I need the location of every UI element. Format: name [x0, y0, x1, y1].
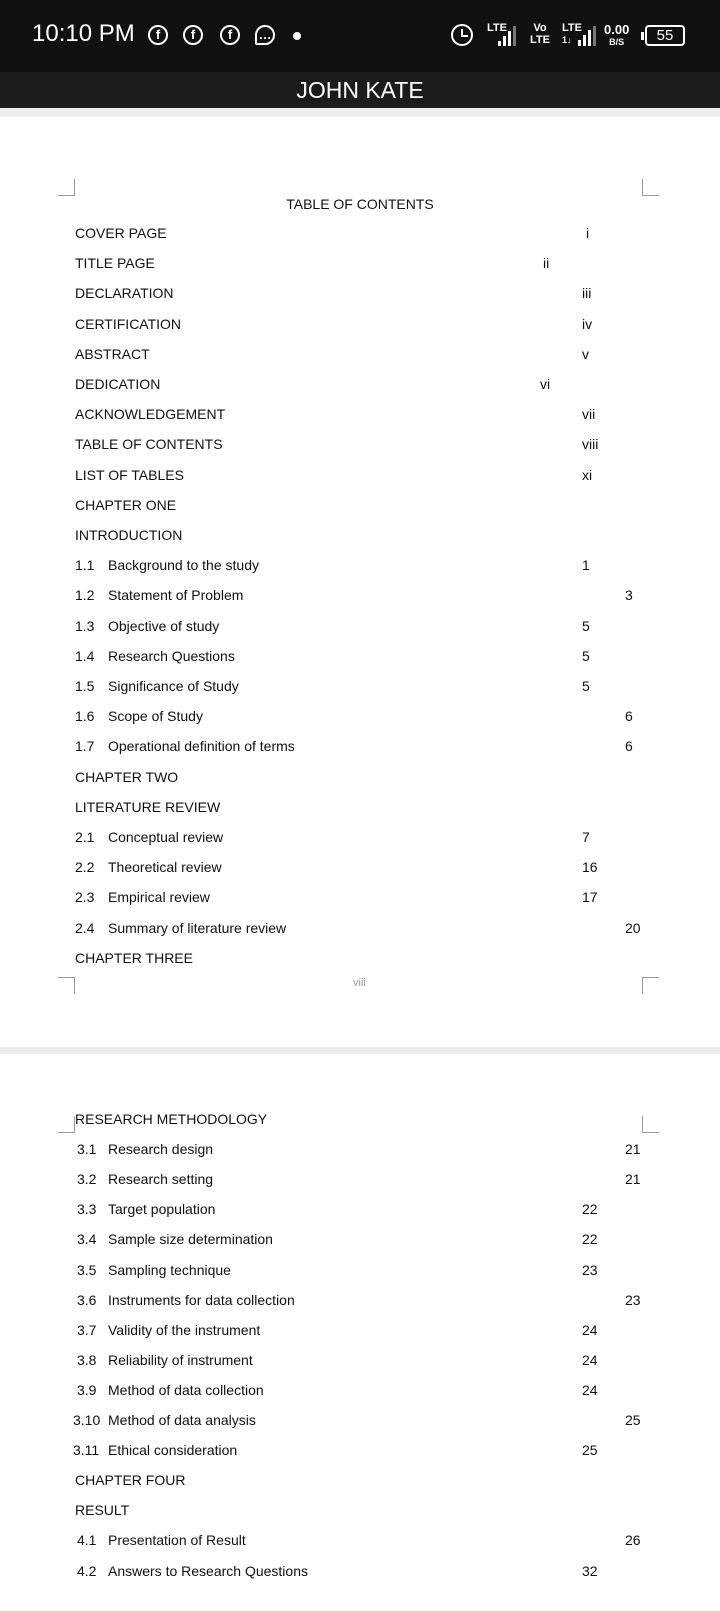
toc-entry[interactable]: [0, 346, 720, 366]
toc-entry-number: 1.1: [75, 557, 95, 574]
toc-entry-label: Method of data analysis: [108, 1412, 256, 1428]
toc-entry-page-number: 1: [582, 557, 590, 574]
document-title-bar: [0, 72, 720, 108]
toc-entry[interactable]: [0, 950, 720, 970]
toc-entry-number: 2.1: [75, 829, 95, 845]
toc-entry[interactable]: [0, 1322, 720, 1342]
network-label-1: LTE: [487, 22, 507, 34]
status-time: 10:10 PM: [32, 20, 135, 47]
toc-entry-page-number: ii: [543, 255, 550, 272]
toc-entry-number: 3.8: [77, 1351, 97, 1368]
toc-entry[interactable]: [0, 1472, 720, 1492]
toc-entry-page-number: 20: [625, 919, 641, 936]
status-bar: [0, 0, 720, 72]
toc-entry[interactable]: [0, 1171, 720, 1191]
toc-entry-label: Background to the study: [108, 557, 259, 574]
toc-entry[interactable]: [0, 1231, 720, 1251]
toc-entry-label: Summary of literature review: [108, 919, 287, 936]
toc-entry[interactable]: [0, 527, 720, 547]
more-notifications-dot-icon: [293, 32, 301, 40]
toc-entry-label: Scope of Study: [108, 708, 203, 725]
toc-entry[interactable]: [0, 1412, 720, 1432]
toc-entry-page-number: vi: [540, 376, 551, 392]
toc-entry-number: 2.4: [75, 919, 95, 936]
toc-entry-page-number: 25: [582, 1442, 598, 1459]
toc-entry-page-number: i: [586, 225, 590, 241]
facebook-icon: f: [220, 25, 240, 45]
toc-entry-label: LIST OF TABLES: [75, 466, 184, 483]
toc-entry-label: Objective of study: [108, 617, 220, 634]
toc-entry-page-number: 24: [582, 1381, 598, 1398]
toc-entry-label: Presentation of Result: [108, 1532, 246, 1549]
toc-entry-page-number: 6: [625, 708, 633, 725]
toc-entry-page-number: 5: [582, 647, 590, 664]
toc-entry[interactable]: [0, 1111, 720, 1131]
toc-entry-label: CHAPTER ONE: [75, 496, 177, 513]
messenger-icon: …: [255, 25, 275, 45]
page-corner-mark: [58, 977, 75, 994]
toc-entry-label: TITLE PAGE: [75, 255, 155, 272]
toc-entry[interactable]: [0, 1442, 720, 1462]
toc-entry-label: Sample size determination: [108, 1231, 273, 1248]
network-label-3-top: LTE: [562, 22, 582, 34]
toc-entry-page-number: 3: [625, 587, 633, 604]
facebook-icon: f: [183, 25, 203, 45]
toc-entry-number: 4.2: [77, 1562, 97, 1579]
document-page-1[interactable]: [0, 117, 720, 1047]
toc-entry-page-number: 24: [582, 1351, 598, 1368]
network-speed-value: 0.00: [604, 22, 630, 37]
toc-entry-number: 3.11: [73, 1442, 100, 1459]
page-corner-mark: [58, 179, 75, 196]
signal-bars-icon: [578, 24, 600, 46]
toc-entry[interactable]: [0, 648, 720, 668]
toc-entry[interactable]: [0, 376, 720, 396]
page-corner-mark: [642, 977, 659, 994]
toc-entry-label: Significance of Study: [108, 678, 239, 694]
toc-entry-label: RESULT: [75, 1502, 130, 1519]
toc-entry-page-number: 5: [582, 617, 590, 634]
toc-entry[interactable]: [0, 738, 720, 758]
toc-entry-label: CERTIFICATION: [75, 315, 182, 332]
toc-entry[interactable]: [0, 436, 720, 456]
toc-entry[interactable]: [0, 406, 720, 426]
toc-entry[interactable]: [0, 255, 720, 275]
toc-entry-label: Sampling technique: [108, 1261, 231, 1278]
toc-entry[interactable]: [0, 1563, 720, 1583]
toc-entry[interactable]: [0, 1502, 720, 1522]
toc-entry[interactable]: [0, 920, 720, 940]
toc-entry[interactable]: [0, 769, 720, 789]
toc-entry-page-number: 21: [625, 1171, 641, 1188]
toc-entry-label: Theoretical review: [108, 859, 222, 876]
toc-entry-label: Answers to Research Questions: [108, 1562, 308, 1579]
volte-bottom: LTE: [530, 34, 550, 46]
toc-entry-number: 1.3: [75, 617, 95, 634]
toc-entry-label: COVER PAGE: [75, 225, 167, 241]
network-speed-unit: B/S: [609, 37, 625, 47]
toc-entry[interactable]: [0, 497, 720, 517]
toc-entry-label: ACKNOWLEDGEMENT: [75, 406, 226, 423]
network-label-3-sub: 1↓: [562, 35, 572, 45]
toc-entry-label: Conceptual review: [108, 829, 224, 845]
toc-entry-label: Research setting: [108, 1171, 214, 1188]
toc-entry-label: DECLARATION: [75, 285, 174, 302]
toc-entry-page-number: iv: [582, 315, 593, 332]
toc-entry-page-number: xi: [582, 466, 593, 483]
toc-entry-label: Instruments for data collection: [108, 1291, 295, 1308]
toc-entry-page-number: viii: [582, 436, 599, 453]
toc-entry[interactable]: [0, 467, 720, 487]
toc-entry-label: CHAPTER TWO: [75, 768, 179, 785]
toc-entry-number: 1.5: [75, 678, 95, 694]
toc-entry-page-number: 25: [625, 1412, 641, 1428]
toc-entry-page-number: 22: [582, 1201, 598, 1218]
toc-entry-page-number: 23: [582, 1261, 598, 1278]
toc-entry[interactable]: [0, 1201, 720, 1221]
toc-entry-label: Empirical review: [108, 889, 210, 906]
toc-entry-number: 3.1: [77, 1141, 97, 1158]
toc-entry-number: 3.2: [77, 1171, 97, 1188]
toc-entry-label: Reliability of instrument: [108, 1351, 253, 1368]
alarm-icon: [451, 24, 473, 46]
toc-entry-page-number: 5: [582, 678, 590, 694]
toc-entry-page-number: 21: [625, 1141, 641, 1158]
toc-entry-label: Research design: [108, 1141, 214, 1158]
volte-top: Vo: [533, 22, 547, 34]
toc-entry-label: CHAPTER THREE: [75, 949, 193, 966]
toc-entry-label: DEDICATION: [75, 376, 161, 392]
document-page-2[interactable]: [0, 1054, 720, 1611]
toc-entry-label: Target population: [108, 1201, 216, 1218]
document-title: JOHN KATE: [296, 77, 424, 103]
toc-entry-number: 3.7: [77, 1321, 97, 1338]
toc-entry-number: 3.3: [77, 1201, 97, 1218]
toc-entry-page-number: 24: [582, 1321, 598, 1338]
toc-entry-page-number: 26: [625, 1532, 641, 1549]
toc-entry-number: 1.2: [75, 587, 95, 604]
battery-level: 55: [656, 27, 674, 44]
toc-entry[interactable]: [0, 225, 720, 245]
toc-entry[interactable]: [0, 618, 720, 638]
toc-entry[interactable]: [0, 889, 720, 909]
toc-entry[interactable]: [0, 708, 720, 728]
toc-entry-label: INTRODUCTION: [75, 527, 183, 543]
toc-entry[interactable]: [0, 1382, 720, 1402]
toc-entry[interactable]: [0, 1141, 720, 1161]
toc-entry[interactable]: [0, 316, 720, 336]
toc-entry-label: Ethical consideration: [108, 1442, 238, 1459]
toc-entry-number: 1.4: [75, 647, 95, 664]
toc-entry-page-number: 32: [582, 1562, 598, 1579]
page-corner-mark: [642, 179, 659, 196]
toc-entry[interactable]: [0, 799, 720, 819]
toc-entry[interactable]: [0, 1262, 720, 1282]
volte-indicator: [530, 22, 550, 46]
toc-entry-page-number: 6: [625, 738, 633, 755]
toc-entry-label: Validity of the instrument: [108, 1321, 261, 1338]
toc-entry[interactable]: [0, 678, 720, 698]
toc-entry-number: 3.9: [77, 1381, 97, 1398]
toc-entry-label: Method of data collection: [108, 1381, 264, 1398]
battery-icon: [645, 25, 685, 46]
toc-entry-label: Research Questions: [108, 647, 235, 664]
network-speed: [604, 24, 629, 48]
toc-entry-label: RESEARCH METHODOLOGY: [75, 1111, 268, 1127]
signal-bars-icon: [498, 24, 520, 46]
toc-entry[interactable]: [0, 1532, 720, 1552]
toc-entry-number: 3.6: [77, 1291, 97, 1308]
toc-entry-page-number: iii: [582, 285, 592, 302]
toc-entry-page-number: 23: [625, 1291, 641, 1308]
toc-entry-number: 2.2: [75, 859, 95, 876]
toc-entry-page-number: 7: [582, 829, 590, 845]
toc-entry-number: 1.7: [75, 738, 95, 755]
toc-entry[interactable]: [0, 1352, 720, 1372]
toc-entry-page-number: 16: [582, 859, 598, 876]
toc-entry-number: 3.5: [77, 1261, 97, 1278]
toc-entry[interactable]: [0, 587, 720, 607]
toc-entry-page-number: v: [582, 345, 589, 362]
toc-entry-label: ABSTRACT: [75, 345, 150, 362]
toc-entry[interactable]: [0, 1292, 720, 1312]
page-footer-number: viii: [353, 977, 366, 989]
toc-entry-number: 3.10: [73, 1412, 101, 1428]
facebook-icon: f: [148, 25, 168, 45]
toc-entry-page-number: vii: [582, 406, 596, 423]
toc-entry[interactable]: [0, 285, 720, 305]
toc-entry-number: 3.4: [77, 1231, 97, 1248]
toc-entry-label: CHAPTER FOUR: [75, 1472, 186, 1489]
toc-entry[interactable]: [0, 829, 720, 849]
toc-entry-page-number: 17: [582, 889, 598, 906]
toc-entry-label: TABLE OF CONTENTS: [75, 436, 223, 453]
toc-entry-number: 2.3: [75, 889, 95, 906]
toc-entry-page-number: 22: [582, 1231, 598, 1248]
toc-entry-number: 1.6: [75, 708, 95, 725]
toc-entry-label: Statement of Problem: [108, 587, 244, 604]
toc-entry-number: 4.1: [77, 1532, 97, 1549]
toc-entry[interactable]: [0, 557, 720, 577]
toc-entry[interactable]: [0, 859, 720, 879]
toc-entry-label: LITERATURE REVIEW: [75, 798, 221, 815]
toc-heading: TABLE OF CONTENTS: [286, 196, 434, 212]
toc-entry-label: Operational definition of terms: [108, 738, 295, 755]
